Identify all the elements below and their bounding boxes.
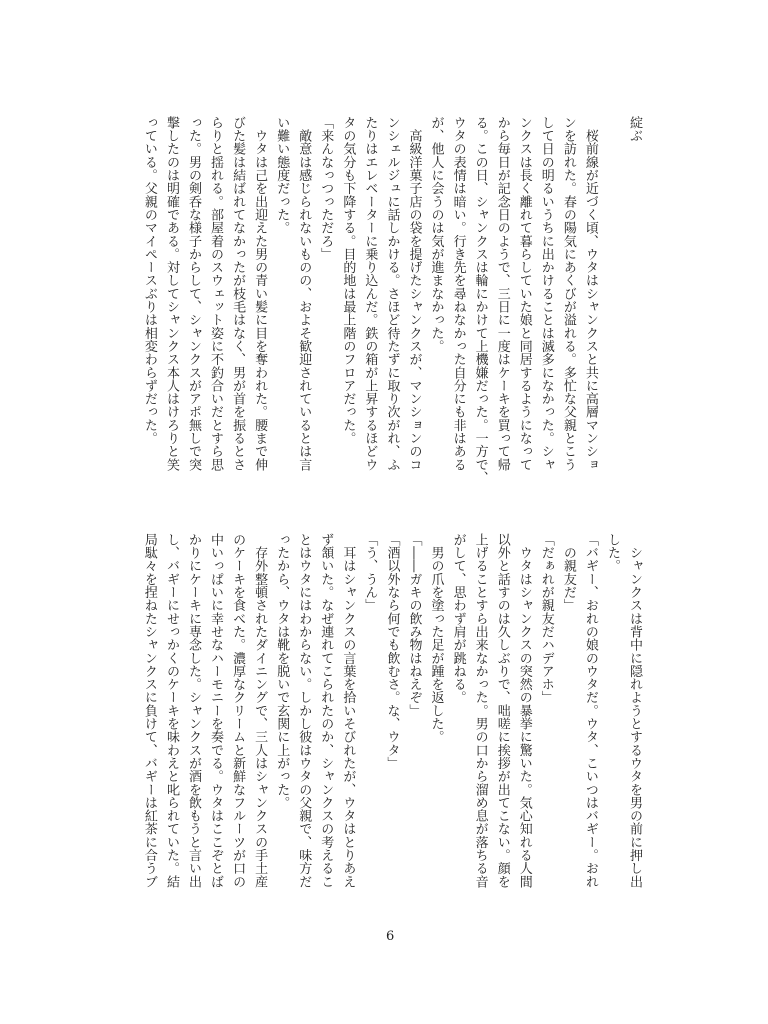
text-column: シャンクスは背中に隠れようとするウタを男の前に押し出 [627, 533, 642, 889]
text-column: 「う、うん」 [362, 533, 378, 612]
text-column: から毎日が記念日のようで、三日に一度はケーキを買って帰 [494, 116, 510, 472]
text-column: ウタは己を出迎えた男の青い髪に目を奪われた。腰まで伸 [252, 116, 268, 472]
text-column: して日の明るいうちに出かけることは滅多になかった。シャ [538, 116, 554, 472]
text-column: した。 [604, 533, 620, 573]
text-column: 「――ガキの飲み物はねえぞ」 [406, 533, 422, 718]
text-column: とはウタにはわからない。しかし彼はウタの父親で、味方だ [296, 533, 312, 889]
text-column: が、他人に会うのは気が進まなかった。 [428, 116, 444, 353]
text-column: ウタの表情は暗い。行き先を尋ねなかった自分にも非はある [450, 116, 466, 472]
text-column: たりはエレベーターに乗り込んだ。鉄の箱が上昇するほどウ [362, 116, 378, 472]
text-column: 「だぁれが親友だハデアホ」 [538, 533, 554, 704]
text-column: 中いっぱいに幸せなハーモニーを奏でる。ウタはここぞとば [208, 533, 224, 889]
text-column: かりにケーキに専念した。シャンクスが酒を飲もうと言い出 [186, 533, 201, 889]
text-column: 局駄々を捏ねたシャンクスに負けて、バギーは紅茶に合うブ [141, 533, 157, 889]
chapter-title: 綻ぶ [627, 116, 642, 143]
text-column: 撃したのは明確である。対してシャンクス本人はけろりと笑 [163, 116, 179, 472]
text-column: の親友だ」 [560, 533, 576, 612]
page-number: 6 [386, 929, 395, 944]
text-block-top [0, 116, 768, 485]
text-column: のケーキを食べた。濃厚なクリームと新鮮なフルーツが口の [230, 533, 246, 889]
text-column: ウタはシャンクスの突然の暴挙に驚いた。気心知れる人間 [516, 533, 532, 889]
text-column: ンシェルジュに話しかける。さほど待たずに取り次がれ、ふ [384, 116, 400, 472]
text-column: 「バギー、おれの娘のウタだ。ウタ、こいつはバギー。おれ [582, 533, 598, 889]
text-column: った。男の剣呑な様子からして、シャンクスがアポ無しで突 [186, 116, 201, 472]
text-column: 男の爪を塗った足が踵を返した。 [428, 533, 444, 744]
text-column: 「酒以外なら何でも飲むさ。な、ウタ」 [384, 533, 400, 770]
text-column: い難い態度だった。 [274, 116, 290, 235]
text-column: 高級洋菓子店の袋を提げたシャンクスが、マンションのコ [406, 116, 422, 472]
text-column: っている。父親のマイペースぶりは相変わらずだった。 [141, 116, 157, 445]
text-column: し、バギーにせっかくのケーキを味わえと叱られていた。結 [163, 533, 179, 889]
text-column: 存外整頓されたダイニングで、三人はシャンクスの手土産 [252, 533, 268, 889]
text-column: 桜前線が近づく頃、ウタはシャンクスと共に高層マンショ [582, 116, 598, 472]
text-column: 「来んなっつっただろ」 [318, 116, 334, 261]
text-column: ったから、ウタは靴を脱いで玄関に上がった。 [274, 533, 290, 810]
text-column: 上げることすら出来なかった。男の口から溜め息が落ちる音 [472, 533, 488, 889]
text-column: びた髪は結ばれてなかったが枝毛はなく、男が首を振るとさ [230, 116, 246, 472]
text-block-bottom [0, 533, 768, 893]
text-column: る。この日、シャンクスは輪にかけて上機嫌だった。一方で、 [472, 116, 488, 485]
text-column: 以外と話すのは久しぶりで、咄嗟に挨拶が出てこない。顔を [494, 533, 510, 889]
text-column: ンクスは長く離れて暮らしていた娘と同居するようになって [516, 116, 532, 472]
text-column: ンを訪れた。春の陽気にあくびが溢れる。多忙な父親とこう [560, 116, 576, 472]
text-column: がして、思わず肩が跳ねる。 [450, 533, 466, 704]
text-column: タの気分も下降する。目的地は最上階のフロアだった。 [340, 116, 356, 445]
text-column: 耳はシャンクスの言葉を拾いそびれたが、ウタはとりあえ [340, 533, 356, 889]
text-column: らりと揺れる。部屋着のスウェット姿に不釣合いだとすら思 [208, 116, 224, 472]
text-column: ず頷いた。なぜ連れてこられたのか、シャンクスの考えるこ [318, 533, 334, 889]
text-column: 敵意は感じられないものの、およそ歓迎されているとは言 [296, 116, 312, 472]
